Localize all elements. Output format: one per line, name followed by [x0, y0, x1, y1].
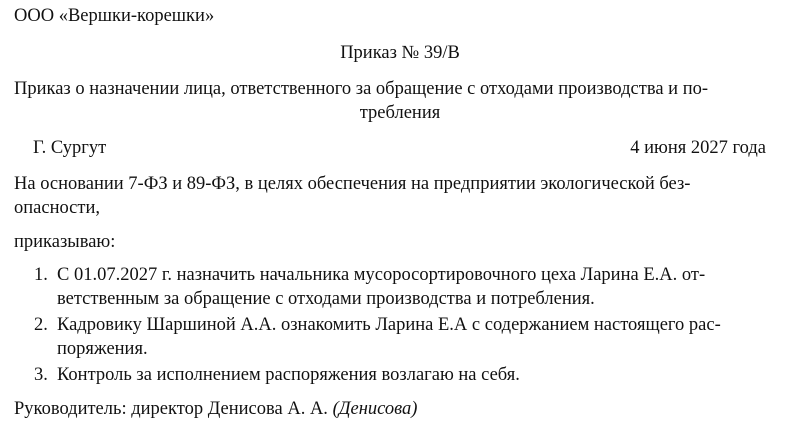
basis-line-1: На основании 7-ФЗ и 89-ФЗ, в целях обеспечения на предприятии экологической без- [14, 174, 691, 194]
list-item-3-line-1: Контроль за исполнением распоряжения возлагаю на себя. [57, 365, 520, 385]
basis-line-2: опасности, [14, 198, 101, 218]
order-date: 4 июня 2027 года [630, 138, 766, 158]
list-item-2-line-2: поряжения. [57, 339, 148, 359]
signature-line [14, 397, 417, 421]
list-item-1-line-2: ветственным за обращение с отходами производства и потребления. [57, 289, 595, 309]
list-item-2-line-1: Кадровику Шаршиной А.А. ознакомить Ларина Е.А с содержанием настоящего рас- [57, 315, 721, 335]
signature-name: (Денисова) [332, 399, 418, 419]
order-title-line-1: Приказ о назначении лица, ответственного за обращение с отходами производства и по- [14, 79, 709, 99]
list-item-number: 2. [34, 315, 48, 335]
order-number: Приказ № 39/В [340, 43, 460, 63]
city: Г. Сургут [33, 138, 107, 158]
list-item-number: 1. [34, 265, 48, 285]
company-name: ООО «Вершки-корешки» [14, 6, 215, 26]
list-item-1-line-1: С 01.07.2027 г. назначить начальника мусоросортировочного цеха Ларина Е.А. от- [57, 265, 706, 285]
order-word: приказываю: [14, 232, 116, 252]
signature-text: Руководитель: директор Денисова А. А. [14, 399, 328, 419]
list-item-number: 3. [34, 365, 48, 385]
order-title-line-2: требления [359, 103, 441, 123]
